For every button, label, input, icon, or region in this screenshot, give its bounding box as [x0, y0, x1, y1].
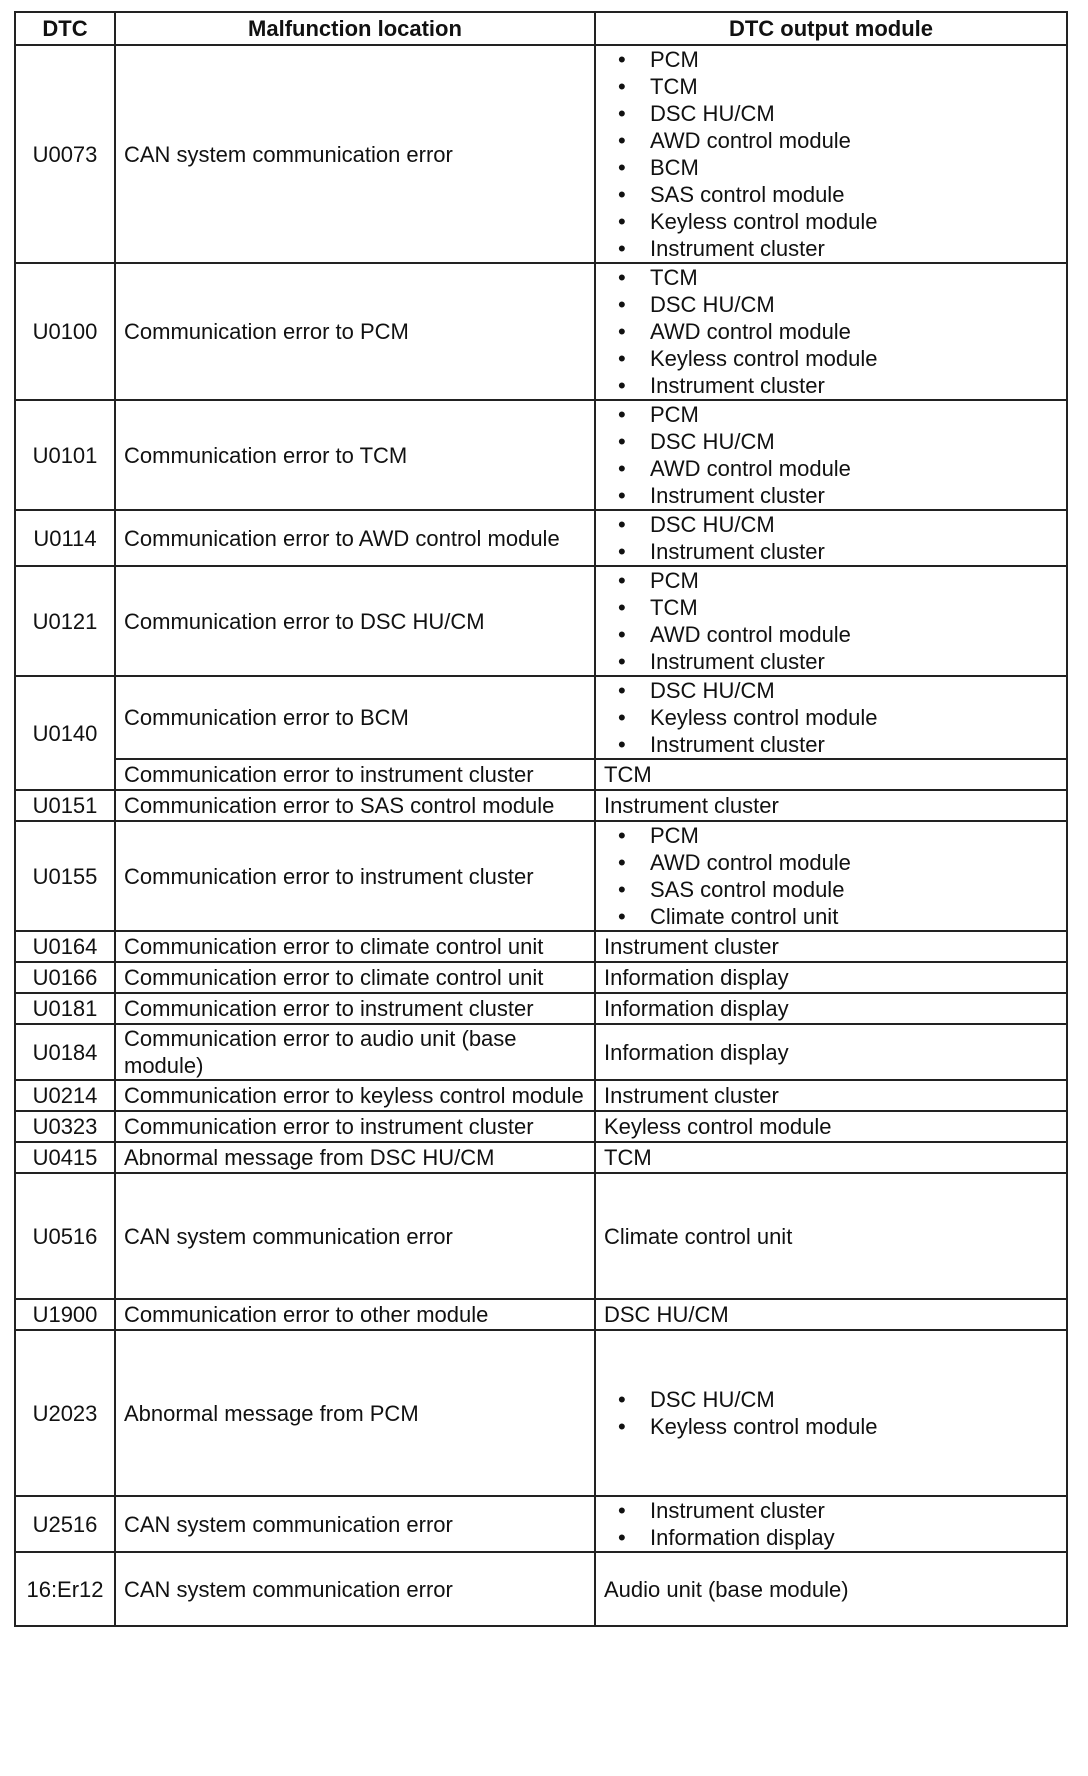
- table-row: [15, 45, 1067, 263]
- output-module-item: • PCM: [604, 46, 1058, 73]
- malfunction-location-cell: Communication error to climate control unit: [115, 931, 595, 962]
- dtc-code-cell: 16:Er12: [15, 1552, 115, 1626]
- output-module-item: • TCM: [604, 594, 1058, 621]
- output-module-list: [604, 264, 1058, 399]
- output-module-item: • Instrument cluster: [604, 235, 1058, 262]
- output-module-text: Instrument cluster: [604, 1083, 779, 1108]
- output-module-list: [604, 1386, 1058, 1440]
- dtc-code-cell: U0181: [15, 993, 115, 1024]
- output-module-list: [604, 677, 1058, 758]
- dtc-code-cell: U1900: [15, 1299, 115, 1330]
- table-row: [15, 993, 1067, 1024]
- dtc-code-cell: U0100: [15, 263, 115, 400]
- output-module-cell: [595, 566, 1067, 676]
- malfunction-location-cell: Communication error to audio unit (base module): [115, 1024, 595, 1080]
- dtc-code-cell: U0516: [15, 1173, 115, 1299]
- output-module-cell: [595, 962, 1067, 993]
- output-module-item: • PCM: [604, 822, 1058, 849]
- output-module-cell: [595, 400, 1067, 510]
- output-module-item: • AWD control module: [604, 849, 1058, 876]
- table-row: [15, 1142, 1067, 1173]
- malfunction-location-cell: Communication error to instrument cluster: [115, 821, 595, 931]
- malfunction-location-cell: Communication error to instrument cluster: [115, 1111, 595, 1142]
- dtc-code-cell: U2023: [15, 1330, 115, 1496]
- output-module-item: • PCM: [604, 567, 1058, 594]
- dtc-code-cell: U0151: [15, 790, 115, 821]
- table-row: [15, 1552, 1067, 1626]
- output-module-cell: [595, 1552, 1067, 1626]
- output-module-item: • Instrument cluster: [604, 1497, 1058, 1524]
- output-module-item: • Information display: [604, 1524, 1058, 1551]
- table-row: [15, 1080, 1067, 1111]
- output-module-item: • Keyless control module: [604, 704, 1058, 731]
- output-module-item: • DSC HU/CM: [604, 100, 1058, 127]
- dtc-code-cell: U0415: [15, 1142, 115, 1173]
- header-malfunction-location: Malfunction location: [115, 12, 595, 45]
- dtc-code-cell: U0101: [15, 400, 115, 510]
- output-module-cell: [595, 790, 1067, 821]
- malfunction-location-cell: CAN system communication error: [115, 1552, 595, 1626]
- output-module-item: • Instrument cluster: [604, 731, 1058, 758]
- table-header-row: [15, 12, 1067, 45]
- dtc-code-cell: U0164: [15, 931, 115, 962]
- output-module-item: • Keyless control module: [604, 1413, 1058, 1440]
- malfunction-location-cell: CAN system communication error: [115, 1496, 595, 1552]
- dtc-code-cell: U0166: [15, 962, 115, 993]
- output-module-list: [604, 567, 1058, 675]
- output-module-text: Keyless control module: [604, 1114, 832, 1139]
- output-module-item: • DSC HU/CM: [604, 291, 1058, 318]
- output-module-cell: [595, 1080, 1067, 1111]
- output-module-cell: [595, 1142, 1067, 1173]
- malfunction-location-cell: Communication error to PCM: [115, 263, 595, 400]
- output-module-item: • AWD control module: [604, 127, 1058, 154]
- table-row: [15, 790, 1067, 821]
- output-module-item: • AWD control module: [604, 318, 1058, 345]
- malfunction-location-cell: Abnormal message from PCM: [115, 1330, 595, 1496]
- table-row: [15, 1496, 1067, 1552]
- output-module-list: [604, 511, 1058, 565]
- table-row: [15, 1024, 1067, 1080]
- malfunction-location-cell: Communication error to SAS control module: [115, 790, 595, 821]
- output-module-text: Information display: [604, 1039, 789, 1065]
- dtc-code-cell: U0155: [15, 821, 115, 931]
- malfunction-location-cell: Abnormal message from DSC HU/CM: [115, 1142, 595, 1173]
- output-module-cell: [595, 1299, 1067, 1330]
- output-module-text: TCM: [604, 762, 652, 787]
- output-module-cell: [595, 1173, 1067, 1299]
- output-module-cell: [595, 1330, 1067, 1496]
- output-module-item: • TCM: [604, 264, 1058, 291]
- malfunction-location-cell: CAN system communication error: [115, 1173, 595, 1299]
- malfunction-location-cell: Communication error to instrument cluster: [115, 993, 595, 1024]
- output-module-text: Instrument cluster: [604, 934, 779, 959]
- output-module-text: Climate control unit: [604, 1223, 793, 1249]
- output-module-text: Instrument cluster: [604, 793, 779, 818]
- table-row: [15, 1111, 1067, 1142]
- malfunction-location-cell: Communication error to TCM: [115, 400, 595, 510]
- output-module-list: [604, 1497, 1058, 1551]
- dtc-code-cell: U0184: [15, 1024, 115, 1080]
- malfunction-location-cell: Communication error to climate control unit: [115, 962, 595, 993]
- output-module-cell: [595, 993, 1067, 1024]
- output-module-cell: [595, 1111, 1067, 1142]
- header-dtc: DTC: [15, 12, 115, 45]
- output-module-item: • PCM: [604, 401, 1058, 428]
- table-row: [15, 676, 1067, 759]
- output-module-item: • BCM: [604, 154, 1058, 181]
- header-dtc-output-module: DTC output module: [595, 12, 1067, 45]
- table-row: [15, 510, 1067, 566]
- output-module-item: • TCM: [604, 73, 1058, 100]
- malfunction-location-cell: Communication error to DSC HU/CM: [115, 566, 595, 676]
- table-row: [15, 263, 1067, 400]
- output-module-cell: [595, 931, 1067, 962]
- dtc-table: [14, 11, 1068, 1627]
- output-module-item: • AWD control module: [604, 621, 1058, 648]
- output-module-item: • Instrument cluster: [604, 482, 1058, 509]
- malfunction-location-cell: Communication error to other module: [115, 1299, 595, 1330]
- output-module-text: TCM: [604, 1145, 652, 1170]
- table-row: [15, 821, 1067, 931]
- output-module-list: [604, 822, 1058, 930]
- output-module-item: • DSC HU/CM: [604, 677, 1058, 704]
- table-row: [15, 962, 1067, 993]
- output-module-cell: [595, 759, 1067, 790]
- malfunction-location-cell: Communication error to AWD control module: [115, 510, 595, 566]
- output-module-cell: [595, 676, 1067, 759]
- output-module-list: [604, 46, 1058, 262]
- table-row: [15, 566, 1067, 676]
- output-module-list: [604, 401, 1058, 509]
- output-module-cell: [595, 45, 1067, 263]
- table-row: [15, 400, 1067, 510]
- table-row: [15, 1330, 1067, 1496]
- table-row: [15, 1299, 1067, 1330]
- output-module-cell: [595, 1024, 1067, 1080]
- malfunction-location-cell: Communication error to keyless control module: [115, 1080, 595, 1111]
- output-module-item: • SAS control module: [604, 876, 1058, 903]
- output-module-text: DSC HU/CM: [604, 1302, 729, 1327]
- table-body: [15, 45, 1067, 1626]
- output-module-item: • Keyless control module: [604, 208, 1058, 235]
- output-module-item: • SAS control module: [604, 181, 1058, 208]
- table-row: [15, 759, 1067, 790]
- dtc-code-cell: U0073: [15, 45, 115, 263]
- malfunction-location-cell: Communication error to instrument cluster: [115, 759, 595, 790]
- output-module-item: • DSC HU/CM: [604, 511, 1058, 538]
- output-module-item: • Instrument cluster: [604, 648, 1058, 675]
- output-module-cell: [595, 1496, 1067, 1552]
- dtc-code-cell: U0114: [15, 510, 115, 566]
- dtc-code-cell: U0140: [15, 676, 115, 790]
- table-row: [15, 1173, 1067, 1299]
- dtc-code-cell: U0214: [15, 1080, 115, 1111]
- malfunction-location-cell: CAN system communication error: [115, 45, 595, 263]
- output-module-item: • Keyless control module: [604, 345, 1058, 372]
- output-module-text: Information display: [604, 996, 789, 1021]
- dtc-code-cell: U0323: [15, 1111, 115, 1142]
- output-module-cell: [595, 263, 1067, 400]
- output-module-cell: [595, 510, 1067, 566]
- output-module-item: • Instrument cluster: [604, 372, 1058, 399]
- output-module-item: • Climate control unit: [604, 903, 1058, 930]
- output-module-item: • AWD control module: [604, 455, 1058, 482]
- output-module-cell: [595, 821, 1067, 931]
- malfunction-location-cell: Communication error to BCM: [115, 676, 595, 759]
- output-module-text: Audio unit (base module): [604, 1576, 849, 1602]
- table-row: [15, 931, 1067, 962]
- output-module-item: • Instrument cluster: [604, 538, 1058, 565]
- dtc-code-cell: U0121: [15, 566, 115, 676]
- dtc-code-cell: U2516: [15, 1496, 115, 1552]
- output-module-text: Information display: [604, 965, 789, 990]
- output-module-item: • DSC HU/CM: [604, 428, 1058, 455]
- output-module-item: • DSC HU/CM: [604, 1386, 1058, 1413]
